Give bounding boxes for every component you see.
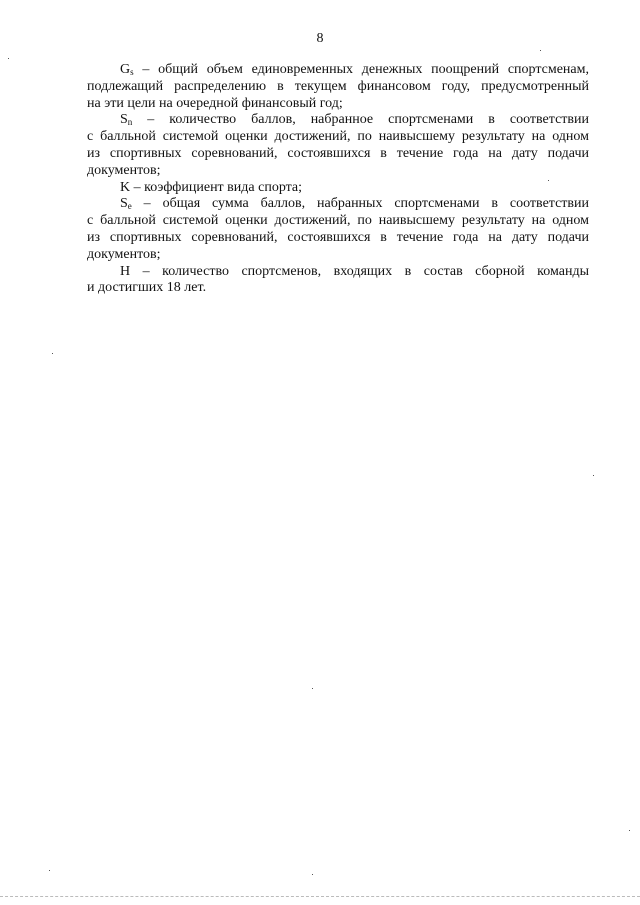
definition-line xyxy=(87,264,589,281)
definition-line: на эти цели на очередной финансовый год; xyxy=(87,95,343,111)
symbol-subscript: e xyxy=(127,201,132,212)
definition-line: подлежащий распределению в текущем финансовом году, предусмотренный xyxy=(87,78,589,94)
symbol-subscript: s xyxy=(130,67,134,77)
definition-se xyxy=(87,196,589,263)
definition-line: из спортивных соревнований, состоявшихся в течение года на дату подачи xyxy=(87,229,589,245)
definition-line xyxy=(87,180,589,197)
symbol: G xyxy=(120,62,131,77)
definition-line: и достигших 18 лет. xyxy=(87,280,207,296)
definition-text: – общий объем единовременных денежных поощрений спортсменам, xyxy=(133,62,589,77)
symbol: H xyxy=(120,263,131,279)
symbol: S xyxy=(120,112,128,128)
definition-text: – коэффициент вида спорта; xyxy=(130,179,303,195)
definition-line: из спортивных соревнований, состоявшихся в течение года на дату подачи xyxy=(87,145,589,161)
scan-edge xyxy=(0,896,640,898)
definition-line xyxy=(87,62,589,79)
definition-text: – количество баллов, набранное спортсменами в соответствии xyxy=(132,112,589,128)
symbol: K xyxy=(120,179,131,195)
definition-gs xyxy=(87,62,589,112)
definition-line: с балльной системой оценки достижений, по наивысшему результату на одном xyxy=(87,213,589,229)
scan-speck xyxy=(8,58,9,59)
scan-speck xyxy=(548,180,549,181)
symbol-subscript: n xyxy=(127,117,133,128)
definition-line: с балльной системой оценки достижений, по наивысшему результату на одном xyxy=(87,129,589,145)
scan-speck xyxy=(540,50,541,51)
definition-text: – количество спортсменов, входящих в состав сборной команды xyxy=(130,263,589,279)
scan-speck xyxy=(593,475,594,476)
scan-speck xyxy=(629,830,630,831)
definition-line xyxy=(87,112,589,129)
definition-line: документов; xyxy=(87,162,161,178)
definition-line: документов; xyxy=(87,246,161,262)
definition-sn xyxy=(87,112,589,179)
definition-k xyxy=(87,180,589,197)
scan-speck xyxy=(49,870,50,871)
page-number: 8 xyxy=(316,31,324,46)
scan-speck xyxy=(312,874,313,875)
definitions-block xyxy=(87,62,589,297)
definition-text: – общая сумма баллов, набранных спортсменами в соответствии xyxy=(131,196,589,212)
definition-h xyxy=(87,264,589,298)
symbol: S xyxy=(120,196,128,212)
scan-speck xyxy=(52,353,53,354)
scan-speck xyxy=(312,688,313,689)
definition-line xyxy=(87,196,589,213)
